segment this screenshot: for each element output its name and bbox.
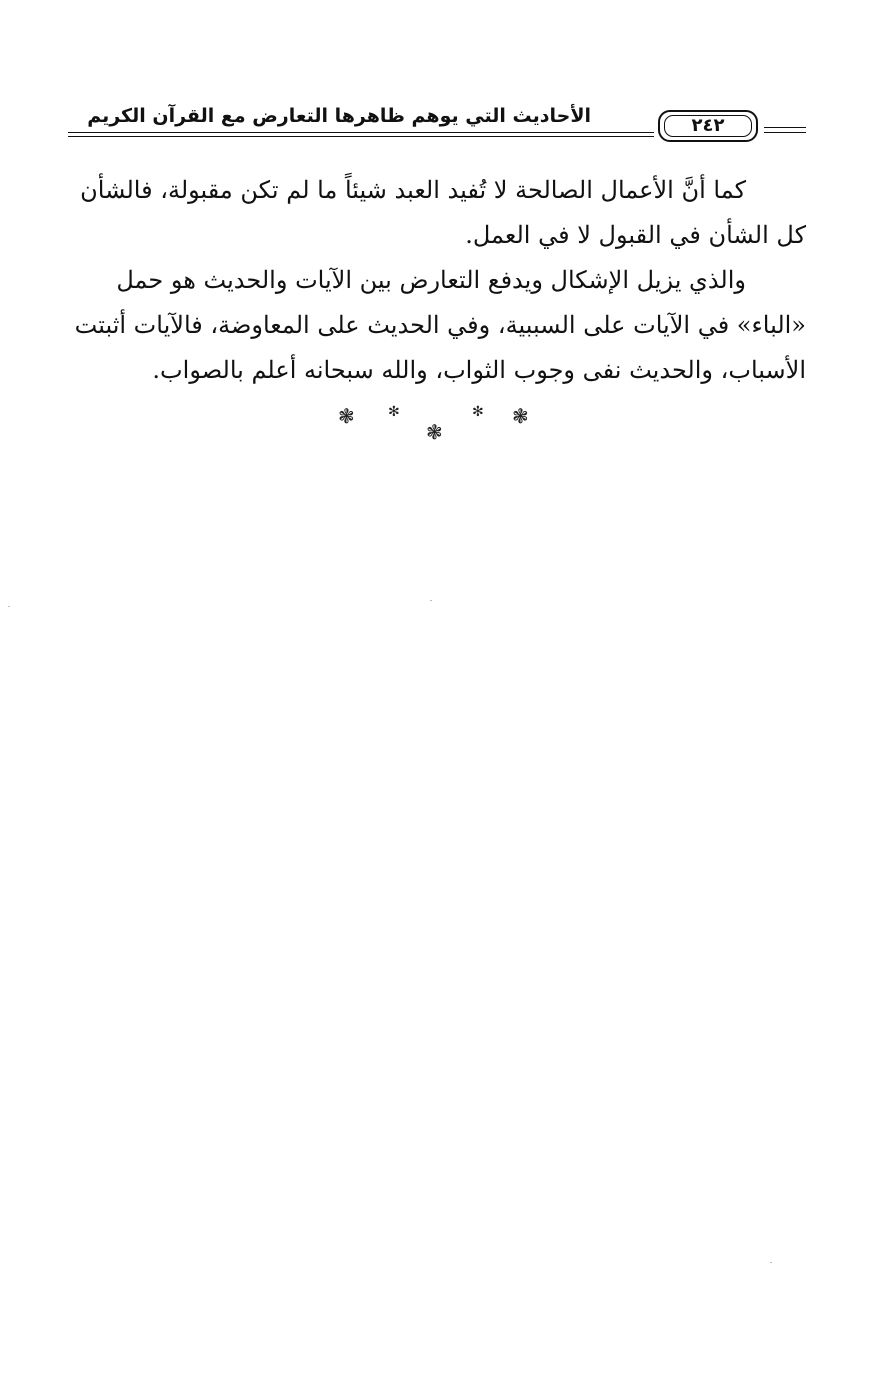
section-divider-ornament	[330, 400, 540, 450]
scan-speck	[770, 1262, 772, 1263]
header-rule-right-lower	[764, 132, 806, 133]
text-line: كل الشأن في القبول لا في العمل.	[465, 221, 806, 249]
page-number: ٢٤٢	[691, 115, 725, 136]
running-title: الأحاديث التي يوهم ظاهرها التعارض مع القرآن الكريم	[87, 105, 591, 127]
scan-speck	[8, 606, 10, 607]
flower-ornament-icon: ❃	[426, 420, 443, 444]
page-header	[68, 100, 806, 148]
text-line: الأسباب، والحديث نفى وجوب الثواب، والله سبحانه أعلم بالصواب.	[152, 356, 806, 384]
flower-ornament-icon: ❃	[338, 404, 355, 428]
flower-ornament-icon: ❃	[512, 404, 529, 428]
flower-ornament-icon: ✻	[388, 404, 400, 420]
paragraph	[68, 258, 806, 393]
body-text	[68, 168, 806, 393]
paragraph	[68, 168, 806, 258]
page-number-frame	[658, 110, 758, 142]
header-rule-right	[764, 127, 806, 128]
scan-speck	[430, 600, 432, 601]
text-line: كما أنَّ الأعمال الصالحة لا تُفيد العبد شيئاً ما لم تكن مقبولة، فالشأن	[80, 176, 746, 204]
text-line: «الباء» في الآيات على السببية، وفي الحديث على المعاوضة، فالآيات أثبتت	[74, 311, 806, 339]
header-rule	[68, 132, 654, 133]
page-number-inner-frame	[664, 115, 752, 137]
flower-ornament-icon: ✻	[472, 404, 484, 420]
header-rule-thin	[68, 136, 654, 137]
text-line: والذي يزيل الإشكال ويدفع التعارض بين الآيات والحديث هو حمل	[116, 266, 746, 294]
